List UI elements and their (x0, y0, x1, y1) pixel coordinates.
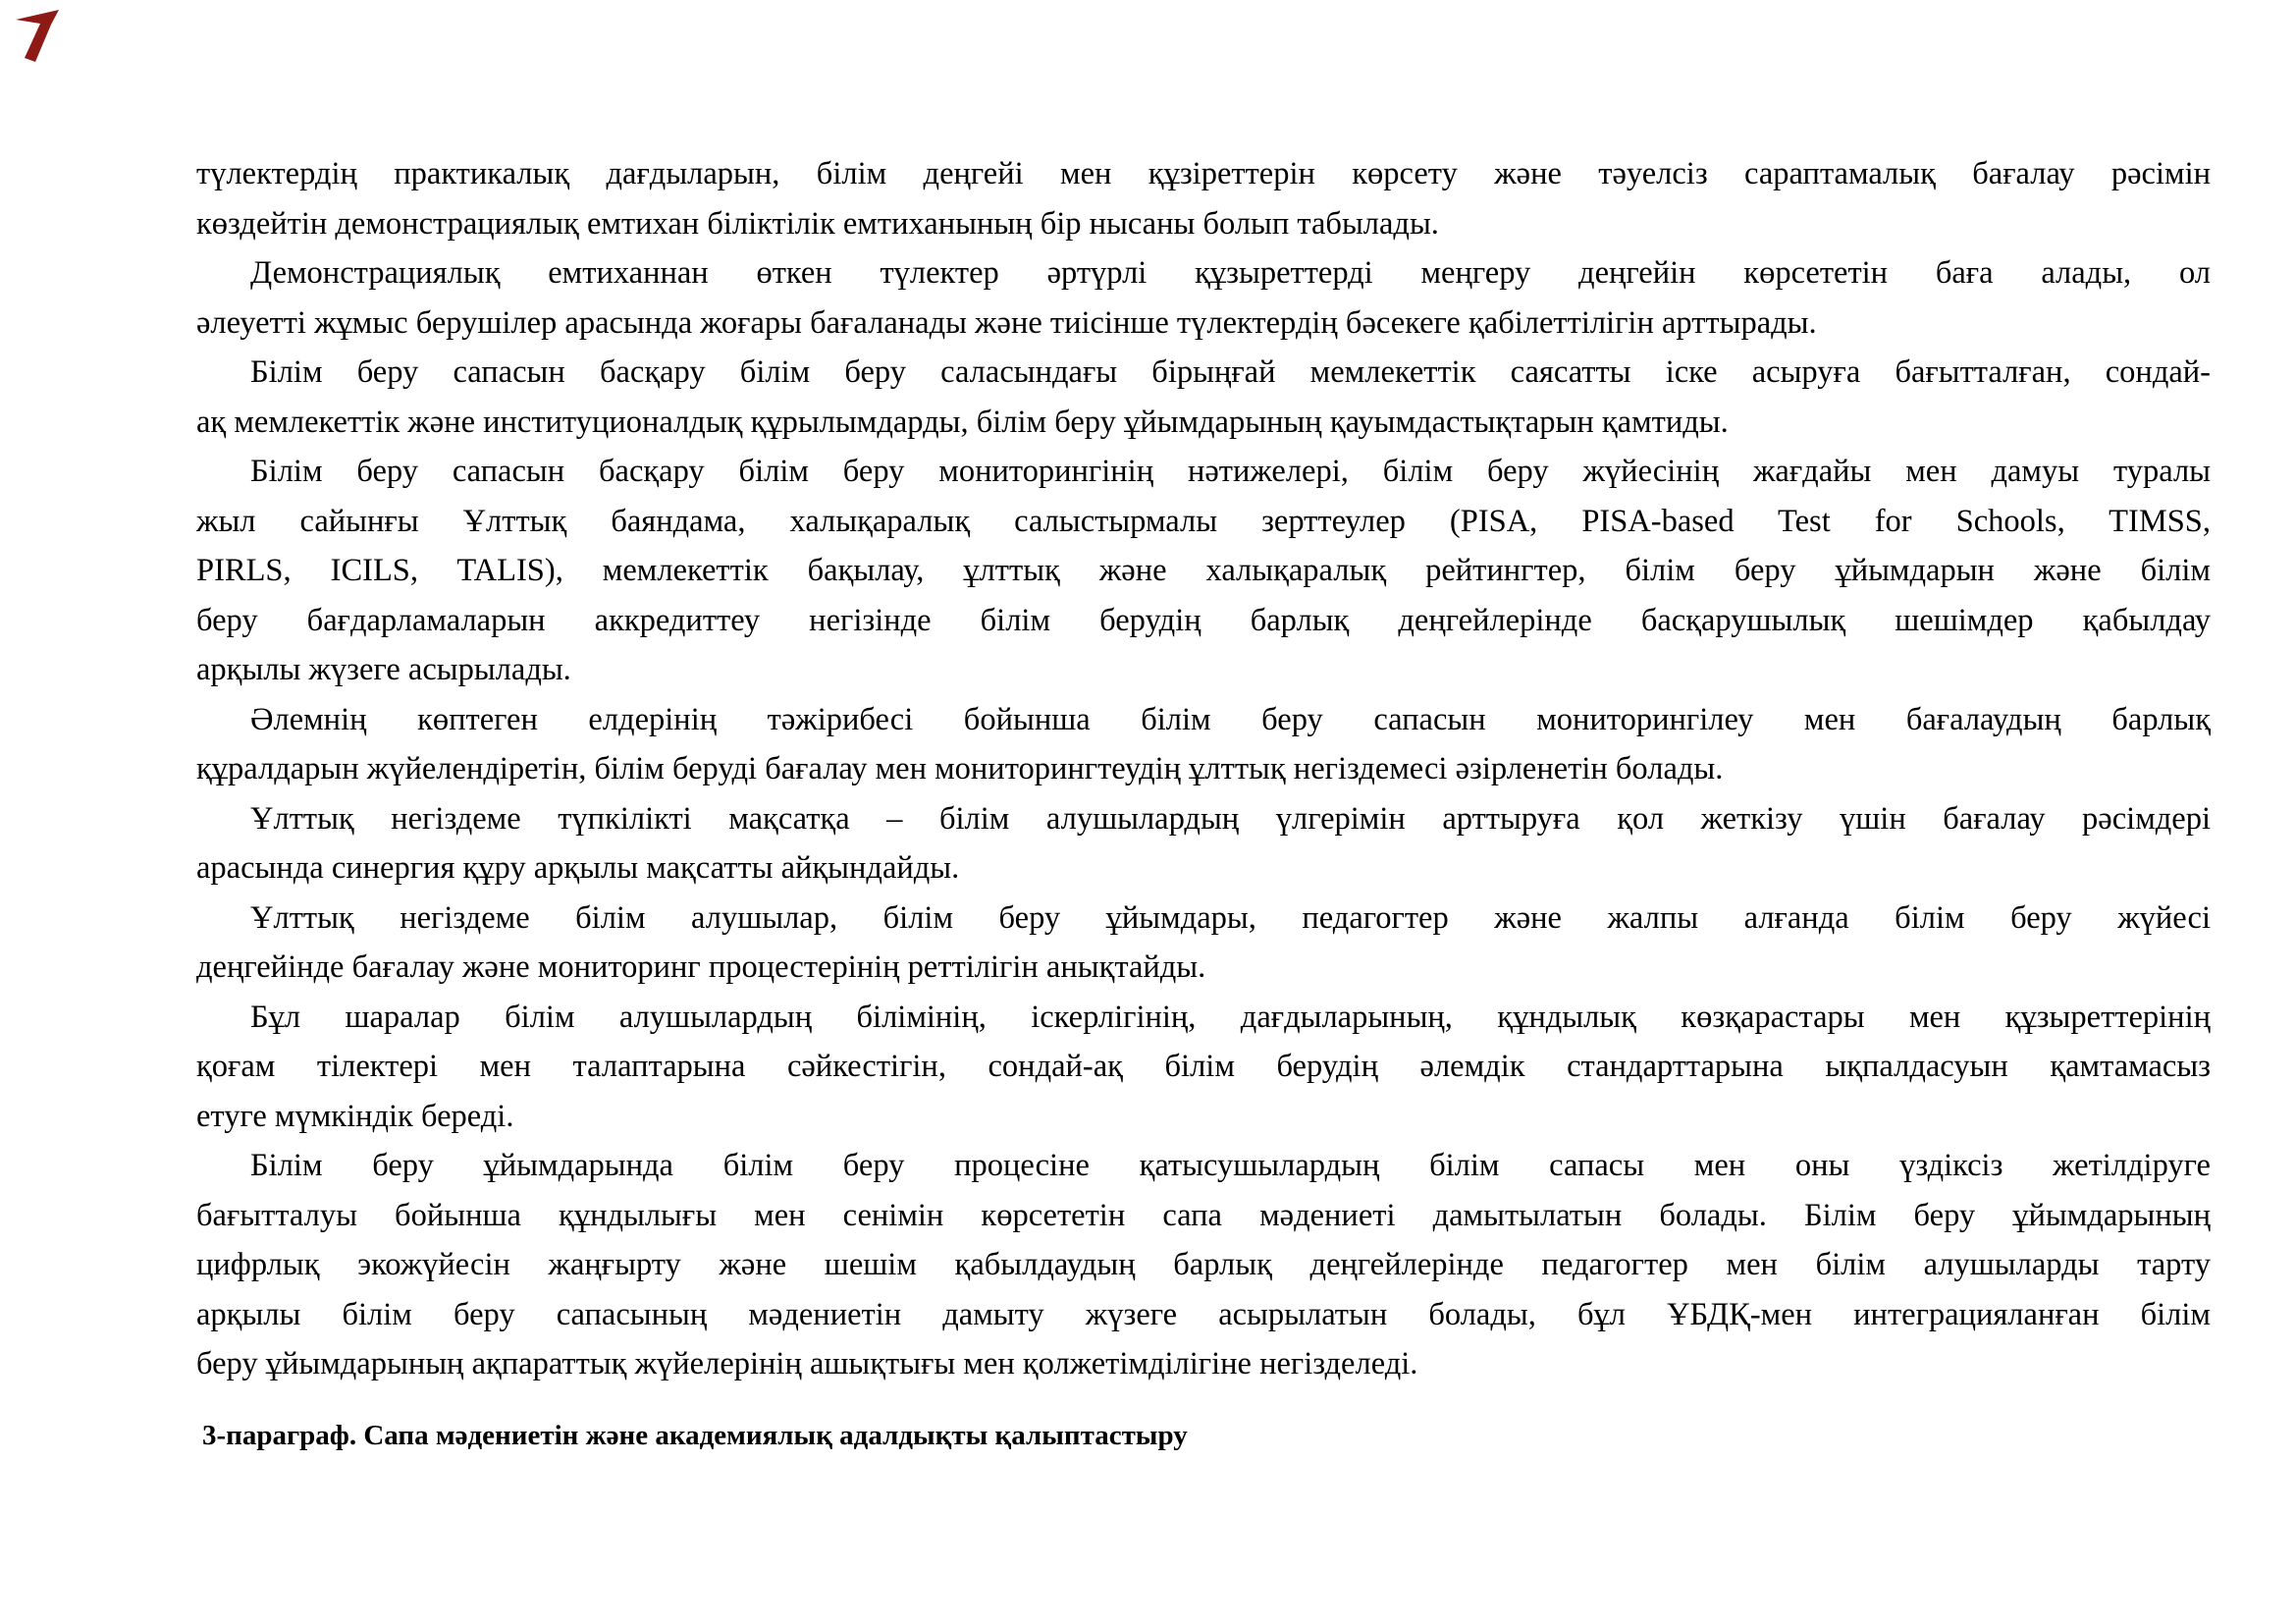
text-line: әлеуетті жұмыс берушілер арасында жоғары бағаланады және тиісінше түлектердің бәсекеге қабілеттілігін арттырады. (196, 304, 1817, 341)
text-line: Демонстрациялық емтиханнан өткен түлектер әртүрлі құзыреттерді меңгеру деңгейін көрсететін баға алады, ол (250, 255, 2211, 291)
text-line: Ұлттық негіздеме түпкілікті мақсатқа – білім алушылардың үлгерімін арттыруға қол жеткізу үшін бағалау рәсімдері (250, 800, 2211, 837)
text-line: деңгейінде бағалау және мониторинг процестерінің реттілігін анықтайды. (196, 949, 1206, 985)
red-scribble-annotation (14, 8, 63, 65)
text-line: арқылы жүзеге асырылады. (196, 652, 571, 687)
text-line: беру ұйымдарының ақпараттық жүйелерінің ашықтығы мен қолжетімділігіне негізделеді. (196, 1346, 1418, 1381)
text-line: етуге мүмкіндік береді. (196, 1098, 514, 1134)
text-line: арқылы білім беру сапасының мәдениетін дамыту жүзеге асырылатын болады, бұл ҰБДҚ-мен интеграцияланған білім (196, 1296, 2211, 1332)
text-line: Білім беру сапасын басқару білім беру мониторингінің нәтижелері, білім беру жүйесінің жағдайы мен дамуы туралы (250, 454, 2211, 489)
document-body (196, 149, 2211, 1389)
text-line: Әлемнің көптеген елдерінің тәжірибесі бойынша білім беру сапасын мониторингілеу мен бағалаудың барлық (250, 701, 2211, 737)
text-line: қоғам тілектері мен талаптарына сәйкестігін, сондай-ақ білім берудің әлемдік стандарттарына ықпалдасуын қамтамасыз (196, 1049, 2211, 1084)
text-line: Білім беру ұйымдарында білім беру процесіне қатысушылардың білім сапасы мен оны үздіксіз жетілдіруге (250, 1148, 2211, 1183)
text-line: көздейтін демонстрациялық емтихан біліктілік емтиханының бір нысаны болып табылады. (196, 205, 1439, 242)
text-line: құралдарын жүйелендіретін, білім беруді бағалау мен мониторингтеудің ұлттық негіздемесі әзірленетін болады. (196, 751, 1724, 786)
text-line: Ұлттық негіздеме білім алушылар, білім беру ұйымдары, педагогтер және жалпы алғанда білім беру жүйесі (250, 899, 2211, 936)
text-line: ақ мемлекеттік және институционалдық құрылымдарды, білім беру ұйымдарының қауымдастықтарын қамтиды. (196, 404, 1729, 440)
red-scribble-path (16, 10, 59, 62)
text-line: бағытталуы бойынша құндылығы мен сенімін көрсететін сапа мәдениеті дамытылатын болады. Білім беру ұйымдарының (196, 1197, 2211, 1233)
text-line: түлектердің практикалық дағдыларын, білім деңгейі мен құзіреттерін көрсету және тәуелсіз сараптамалық бағалау рәсімін (196, 156, 2211, 191)
text-line: цифрлық экожүйесін жаңғырту және шешім қабылдаудың барлық деңгейлерінде педагогтер мен білім алушыларды тарту (196, 1247, 2211, 1282)
text-line: арасында синергия құру арқылы мақсатты айқындайды. (196, 850, 960, 886)
text-line: беру бағдарламаларын аккредиттеу негізінде білім берудің барлық деңгейлерінде басқарушылық шешімдер қабылдау (196, 602, 2211, 638)
paragraph-heading: 3-параграф. Сапа мәдениетін және академиялық адалдықты қалыптастыру (202, 1420, 1188, 1451)
text-line: жыл сайынғы Ұлттық баяндама, халықаралық салыстырмалы зерттеулер (PISA, PISA-based Test for Schools, TIMSS, (196, 503, 2211, 539)
text-line: PIRLS, ICILS, TALIS), мемлекеттік бақылау, ұлттық және халықаралық рейтингтер, білім беру ұйымдарын және білім (196, 553, 2211, 588)
text-line: Білім беру сапасын басқару білім беру саласындағы бірыңғай мемлекеттік саясатты іске асыруға бағытталған, сондай- (250, 354, 2211, 390)
text-line: Бұл шаралар білім алушылардың білімінің, іскерлігінің, дағдыларының, құндылық көзқарастары мен құзыреттерінің (250, 999, 2211, 1035)
